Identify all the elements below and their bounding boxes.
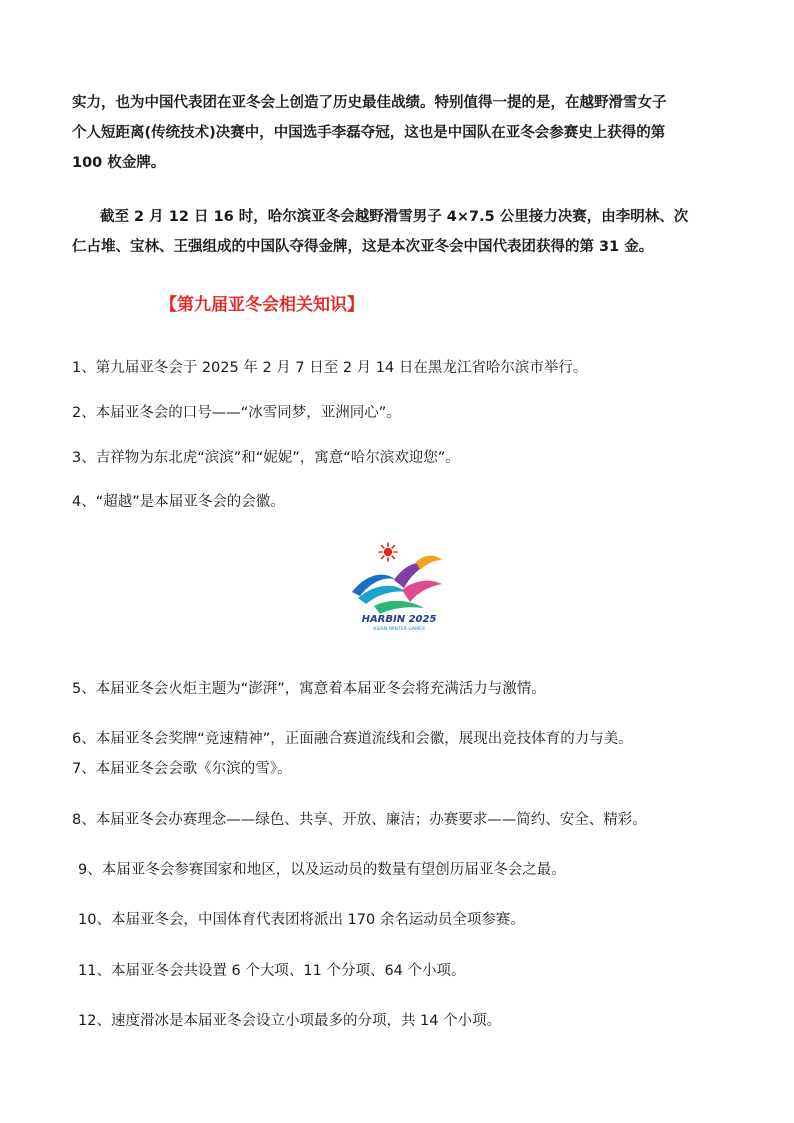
section-heading: 【第九届亚冬会相关知识】 xyxy=(160,295,364,315)
text-line: 截至 2 月 12 日 16 时，哈尔滨亚冬会越野滑雪男子 4×7.5 公里接力决赛，由李明林、次 xyxy=(100,209,689,225)
sun-icon xyxy=(379,543,397,561)
list-item: 7、本届亚冬会会歌《尔滨的雪》。 xyxy=(72,761,292,777)
text-line: 100 枚金牌。 xyxy=(72,155,166,171)
skater-ribbon-icon xyxy=(352,556,442,614)
text-line: 实力，也为中国代表团在亚冬会上创造了历史最佳战绩。特别值得一提的是，在越野滑雪女子 xyxy=(72,95,667,111)
emblem-wordmark: HARBIN 2025 xyxy=(361,614,437,625)
list-item: 12、速度滑冰是本届亚冬会设立小项最多的分项，共 14 个小项。 xyxy=(78,1013,502,1029)
list-item: 4、“超越”是本届亚冬会的会徽。 xyxy=(72,494,285,510)
text-line: 个人短距离(传统技术)决赛中，中国选手李磊夺冠，这也是中国队在亚冬会参赛史上获得的第 xyxy=(72,125,666,141)
list-item: 10、本届亚冬会，中国体育代表团将派出 170 余名运动员全项参赛。 xyxy=(78,912,525,928)
harbin-2025-emblem xyxy=(344,540,454,632)
emblem-subtitle: ASIAN WINTER GAMES xyxy=(373,627,425,632)
list-item: 3、吉祥物为东北虎“滨滨”和“妮妮”，寓意“哈尔滨欢迎您”。 xyxy=(72,450,460,466)
list-item: 6、本届亚冬会奖牌“竞速精神”，正面融合赛道流线和会徽，展现出竞技体育的力与美。 xyxy=(72,731,633,747)
list-item: 2、本届亚冬会的口号——“冰雪同梦，亚洲同心”。 xyxy=(72,405,401,421)
list-item: 1、第九届亚冬会于 2025 年 2 月 7 日至 2 月 14 日在黑龙江省哈尔滨市举行。 xyxy=(72,360,588,376)
list-item: 8、本届亚冬会办赛理念——绿色、共享、开放、廉洁；办赛要求——简约、安全、精彩。 xyxy=(72,812,647,828)
paragraph-results-intro xyxy=(72,88,724,178)
list-item: 11、本届亚冬会共设置 6 个大项、11 个分项、64 个小项。 xyxy=(78,963,466,979)
list-item: 5、本届亚冬会火炬主题为“澎湃”，寓意着本届亚冬会将充满活力与激情。 xyxy=(72,681,546,697)
text-line: 仁占堆、宝林、王强组成的中国队夺得金牌，这是本次亚冬会中国代表团获得的第 31 金。 xyxy=(72,239,654,255)
list-item: 9、本届亚冬会参赛国家和地区，以及运动员的数量有望创历届亚冬会之最。 xyxy=(78,862,566,878)
paragraph-relay-gold xyxy=(72,202,724,262)
